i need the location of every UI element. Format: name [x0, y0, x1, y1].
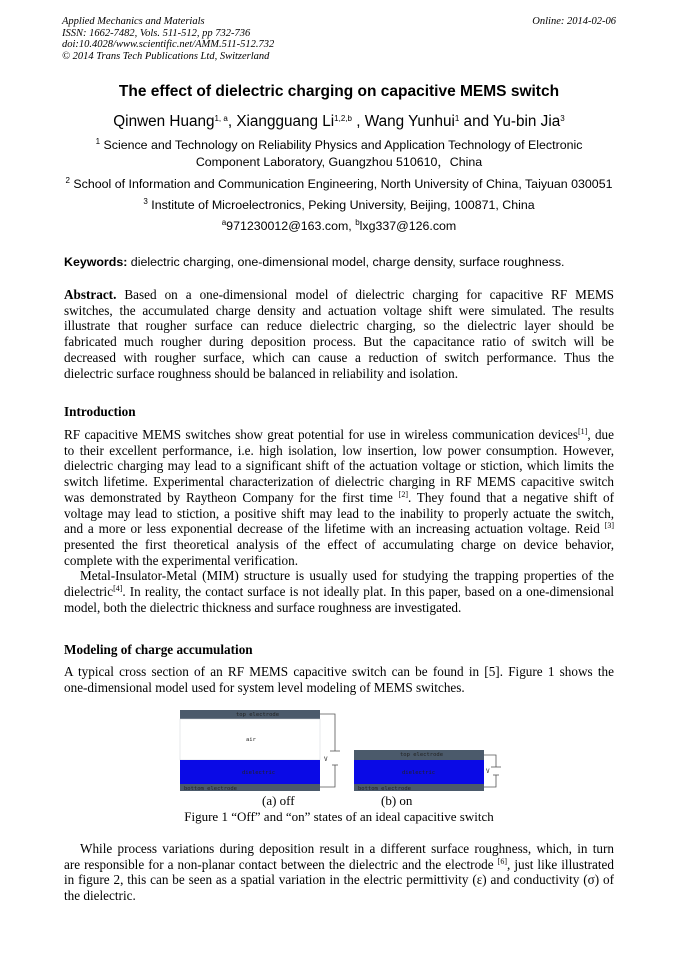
email-line [0, 219, 678, 233]
author-1-sup: 1, a [214, 114, 228, 123]
paper-title: The effect of dielectric charging on capacitive MEMS switch [118, 83, 560, 100]
on-v-label: V [486, 768, 490, 775]
abstract-line: dielectric surface roughness should be balanced in reliability and isolation. [64, 365, 459, 381]
aff1-line2: Component Laboratory, Guangzhou 510610，China [195, 154, 483, 169]
abstract-line: decreased with rougher surface, which can cause a reduction of switch performance. Thus the [64, 349, 614, 365]
abstract [64, 287, 614, 381]
modeling-line: A typical cross section of an RF MEMS capacitive switch can be found in [5]. Figure 1 shows the [64, 664, 614, 679]
affiliation-2 [0, 177, 678, 191]
online-date: Online: 2014-02-06 [532, 16, 616, 27]
issn: ISSN: 1662-7482, Vols. 511-512, pp 732-736 [62, 27, 251, 39]
section-heading-introduction: Introduction [64, 404, 136, 419]
email-a-sup: a [221, 218, 227, 227]
author-2: , Xiangguang Li [227, 113, 335, 130]
copyright: © 2014 Trans Tech Publications Ltd, Switzerland [62, 50, 270, 62]
aff2-text: School of Information and Communication Engineering, North University of China, Taiyuan 030051 [73, 177, 613, 191]
abstract-line: fabricated much rougher during deposition process. But the capacitance ratio of switch will be [64, 334, 614, 350]
aff1-line1: Science and Technology on Reliability Physics and Application Technology of Electronic [103, 138, 583, 152]
off-bottom-label: bottom electrode [184, 786, 237, 792]
affiliation-1 [0, 137, 678, 170]
aff3-text: Institute of Microelectronics, Peking University, Beijing, 100871, China [151, 198, 535, 212]
figure-1-diagram [170, 705, 510, 803]
citation: [2] [398, 489, 408, 499]
roughness-text: are responsible for a non-planar contact between the dielectric and the electrode [64, 856, 498, 872]
abstract-line: switches, the accumulated charge density and actuation voltage shift were simulated. The results [64, 302, 614, 318]
author-2-sup: 1,2,b [334, 114, 352, 123]
aff3-sup: 3 [143, 197, 148, 206]
figure-1-sublabel-a: (a) off [262, 793, 295, 808]
roughness-paragraph [64, 841, 614, 904]
intro-text: . They found that a negative shift of [407, 489, 615, 505]
intro-text: , due [587, 427, 615, 442]
keywords [64, 255, 564, 269]
figure-1-sublabel-b: (b) on [381, 793, 413, 808]
figure-1-caption: Figure 1 “Off” and “on” states of an ideal capacitive switch [184, 809, 494, 824]
introduction-paragraph-1 [64, 427, 614, 615]
off-top-label: top electrode [236, 712, 280, 718]
intro-line: presented the first theoretical analysis of the effect of accumulating charge on device behavior, [64, 536, 614, 552]
abstract-label: Abstract. [64, 287, 117, 302]
email-b: lxg337@126.com [359, 219, 457, 233]
citation: [1] [578, 427, 588, 436]
intro-text: and a more or less exponential decrease of the lifetime with an increasing actuation voltage. Reid [64, 521, 605, 537]
intro-line: complete with the experimental verification. [64, 552, 298, 568]
on-top-label: top electrode [400, 752, 444, 758]
roughness-line: in figure 2, this can be seen as a spatial variation in the electric permittivity (ε) and conductivity (σ) of [64, 872, 614, 888]
doi: doi:10.4028/www.scientific.net/AMM.511-512.732 [62, 39, 275, 51]
keywords-label: Keywords: [64, 255, 128, 269]
intro-line: dielectric charging may lead to a significant shift of the actuation voltage or stiction, which limits the [64, 458, 614, 474]
modeling-paragraph [64, 664, 614, 695]
roughness-line: the dielectric. [64, 888, 136, 904]
journal-header [62, 16, 274, 62]
keywords-text: dielectric charging, one-dimensional model, charge density, surface roughness. [127, 255, 565, 269]
author-4: and Yu-bin Jia [459, 113, 561, 130]
off-v-label: V [324, 756, 328, 763]
intro-text: dielectric [64, 584, 114, 600]
citation: [3] [604, 521, 614, 531]
intro-text: RF capacitive MEMS switches show great potential for use in wireless communication devices [64, 427, 579, 442]
aff1-sup: 1 [95, 137, 101, 146]
citation: [6] [497, 856, 507, 866]
journal-name: Applied Mechanics and Materials [62, 16, 205, 27]
section-heading-modeling: Modeling of charge accumulation [64, 642, 253, 657]
roughness-line: While process variations during deposition result in a different surface roughness, which, in turn [80, 841, 614, 856]
author-3: , Wang Yunhui [351, 113, 455, 130]
aff2-sup: 2 [65, 176, 70, 185]
abstract-line: Based on a one-dimensional model of dielectric charging for capacitive RF MEMS [116, 287, 614, 302]
on-bottom-label: bottom electrode [358, 786, 411, 792]
on-diel-label: dielectric [402, 770, 436, 776]
intro-line: switch lifetime. Experimental characterization of dielectric charging in RF MEMS capacitive switch [64, 474, 614, 490]
author-line [0, 113, 678, 131]
author-3-sup: 1 [454, 114, 460, 123]
affiliation-3 [0, 198, 678, 212]
intro-text: was demonstrated by Raytheon Company for the first time [64, 489, 399, 505]
intro-line: model, both the dielectric thickness and surface roughness are investigated. [64, 599, 462, 615]
citation: [4] [113, 584, 123, 594]
off-air-label: air [246, 737, 256, 743]
roughness-text: , just like illustrated [507, 856, 614, 872]
off-diel-label: dielectric [242, 770, 276, 776]
intro-text: . In reality, the contact surface is not ideally plat. In this paper, based on a one-dimensional [122, 584, 614, 600]
off-circuit-wire [320, 714, 335, 787]
intro-line: Metal-Insulator-Metal (MIM) structure is usually used for studying the trapping properties of the [80, 568, 614, 584]
intro-line: to their excellent performance, i.e. high isolation, low insertion, low power consumption. However, [64, 442, 614, 458]
abstract-line: illustrate that rougher surface can reduce dielectric charging, so the dielectric layer should be [64, 318, 614, 334]
modeling-line: one-dimensional model used for system level modeling of MEMS switches. [64, 679, 465, 695]
author-1: Qinwen Huang [113, 113, 215, 130]
intro-line: voltage may lead to stiction, a positive shift may lead to the inability to properly actuate the switch, [64, 505, 614, 521]
email-a: 971230012@163.com, [226, 219, 356, 233]
email-b-sup: b [355, 218, 360, 227]
author-4-sup: 3 [560, 114, 565, 123]
